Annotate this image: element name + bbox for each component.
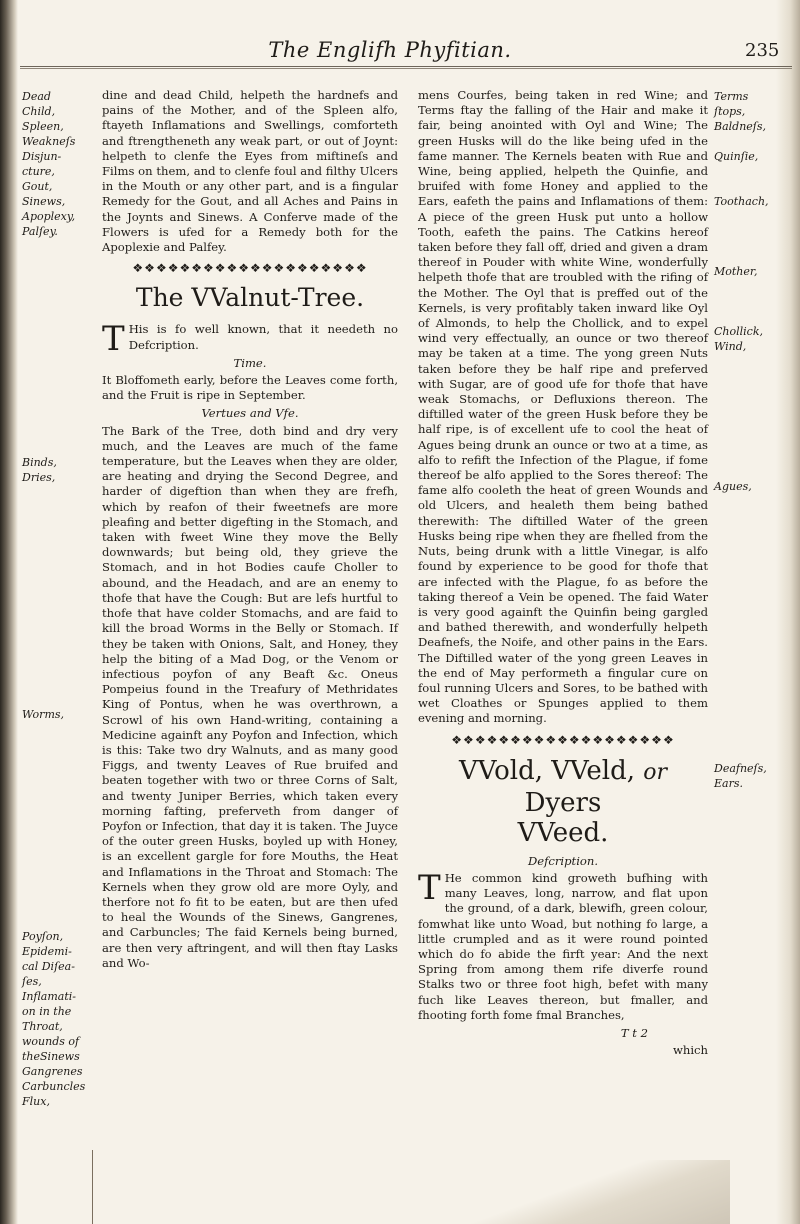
section-title-weld [418,756,708,848]
section-title-part: Dyers [524,787,602,818]
page-edge-shadow [776,0,800,1224]
description-text: His is fo well known, that it needeth no Defcription. [128,322,398,352]
section-title-part: VVold, VVeld, [458,755,636,786]
virtues-paragraph: The Bark of the Tree, doth bind and dry very much, and the Leaves are much of the fame temperature, but the Leaves when they are older, are heating and drying the Second Degree, and harder of digeftion than when they are frefh, which by reafon of their fweetnefs are more pleafing and better digefting in the Stomach, and taken with fweet Wine they move the Belly downwards; but being old, they grieve the Stomach, and in hot Bodies caufe Choller to abound, and the Headach, and are an enemy to thofe that have the Cough: But are lefs hurtful to thofe that have colder Stomachs, and are faid to kill the broad Worms in the Belly or Stomach. If they be taken with Onions, Salt, and Honey, they help the biting of a Mad Dog, or the Venom or infectious poyfon of any Beaft &c. Oneus Pompeius found in the Treafury of Methridates King of Pontus, when he was overthrown, a Scrowl of his own Hand-writing, containing a Medicine againft any Poyfon and Infection, which is this: Take two dry Walnuts, and as many good Figgs, and twenty Leaves of Rue bruifed and beaten together with two or three Corns of Salt, and twenty Juniper Berries, which taken every morning fafting, preferveth from danger of Poyfon or Infection, that day it is taken. The Juyce of the outer green Husks, boyled up with Honey, is an excellent gargle for fore Mouths, the Heat and Inflamations in the Throat and Stomach: The Kernels when they grow old are more Oyly, and therfore not fo fit to be eaten, but are then ufed to heal the Wounds of the Sinews, Gangrenes, and Carbuncles; The faid Kernels being burned, are then very aftringent, and will then ftay Lasks and Wo- [102,423,398,970]
right-column [418,88,708,1058]
description-paragraph [102,319,398,360]
running-head: The Englifh Phyfitian. [268,38,512,62]
ink-mark [92,1150,93,1224]
body-paragraph: dine and dead Child, helpeth the hardnefs and pains of the Mother, and of the Spleen alfo, ftayeth Inflamations and Swellings, comforteth and ftrengtheneth any weak part, or out of Joynt: helpeth to clenfe the Eyes from miftineſs and Films on them, and to clenfe foul and filthy Ulcers in the Mouth or any other part, and is a fingular Remedy for the Gout, and all Aches and Pains in the Joynts and Sinews. A Conferve made of the Flowers is ufed for a Remedy both for the Apoplexie and Palfey. [102,88,398,255]
ornament-rule: ❖❖❖❖❖❖❖❖❖❖❖❖❖❖❖❖❖❖❖ [451,732,675,747]
margin-note: theSinews [22,1050,80,1063]
ornament-rule: ❖❖❖❖❖❖❖❖❖❖❖❖❖❖❖❖❖❖❖❖ [132,261,368,276]
margin-note: cture, [22,165,55,178]
left-column [102,88,398,974]
section-title-connector: or [643,759,668,785]
margin-note: Dries, [22,471,56,484]
margin-note: Poyſon, [22,930,64,943]
margin-note: Palſey. [22,225,58,238]
margin-note: Epidemi- [22,945,72,958]
margin-note: Apoplexy, [22,210,76,223]
margin-note: Spleen, [22,120,64,133]
margin-note: Ears. [714,777,743,790]
margin-note: Chollick, [714,325,764,338]
margin-note: ſtops, [714,105,746,118]
margin-note: Sinews, [22,195,66,208]
margin-note: cal Diſea- [22,960,75,973]
margin-note: Terms [714,90,749,103]
description-heading: Defcription. [527,853,599,868]
drop-cap: T [102,319,125,360]
page-gutter-shadow [0,0,18,1224]
margin-note: Worms, [22,708,65,721]
signature-mark: T t 2 [620,1025,648,1040]
margin-note: Agues, [714,480,752,493]
margin-note: Quinſie, [714,150,759,163]
margin-note: Baldneſs, [714,120,767,133]
margin-note: Wind, [714,340,747,353]
margin-note: Mother, [714,265,758,278]
margin-note: ſes, [22,975,42,988]
description-paragraph [418,867,708,1023]
margin-note: Child, [22,105,56,118]
margin-note: Gangrenes [22,1065,83,1078]
margin-note: Flux, [22,1095,50,1108]
margin-note: Gout, [22,180,53,193]
margin-note: Inflamati- [22,990,76,1003]
margin-note: Weakneſs [22,135,76,148]
catchword: which [672,1043,708,1058]
margin-note: Deafneſs, [714,762,767,775]
margin-note: Carbuncles [22,1080,86,1093]
drop-cap: T [418,867,441,908]
header-rule-secondary [20,68,792,69]
section-title-part: VVeed. [517,817,609,848]
section-title-walnut: The VValnut-Tree. [135,283,365,313]
margin-note: wounds of [22,1035,80,1048]
time-paragraph: It Bloffometh early, before the Leaves come forth, and the Fruit is ripe in September. [102,373,398,403]
page-number: 235 [745,40,780,61]
margin-note: Binds, [22,456,57,469]
margin-note: on in the [22,1005,72,1018]
margin-note: Toothach, [714,195,769,208]
virtues-heading: Vertues and Vfe. [201,406,299,421]
margin-note: Disjun- [22,150,62,163]
time-heading: Time. [233,355,267,370]
description-text: He common kind groweth bufhing with many Leaves, long, narrow, and flat upon the ground, of a dark, blewifh, green colour, fomwhat like unto Woad, but nothing fo large, a little crumpled and as it were round pointed which do fo abide the firft year: And the next Spring from among them rife diverfe round Stalks two or three foot high, befet with many fuch like Leaves thereon, but fmaller, and fhooting forth fome fmal Branches, [418,870,708,1022]
margin-note: Dead [22,90,51,103]
header-rule [20,66,792,67]
body-paragraph: mens Courfes, being taken in red Wine; and Terms ftay the falling of the Hair and make it fair, being anointed with Oyl and Wine; The green Husks will do the like being ufed in the fame manner. The Kernels beaten with Rue and Wine, being applied, helpeth the Quinfie, and bruifed with fome Honey and applied to the Ears, eafeth the pains and Inflamations of them: A piece of the green Husk put unto a hollow Tooth, eafeth the pains. The Catkins hereof taken before they fall off, dried and given a dram thereof in Pouder with white Wine, wonderfully helpeth thofe that are troubled with the rifing of the Mother. The Oyl that is preffed out of the Kernels, is very profitably taken inward like Oyl of Almonds, to help the Chollick, and to expel wind very effectually, an ounce or two thereof may be taken at a time. The yong green Nuts taken before they be half ripe and preferved with Sugar, are of good ufe for thofe that have weak Stomachs, or Defluxions thereon. The diftilled water of the green Husk before they be half ripe, is of excellent ufe to cool the heat of Agues being drunk an ounce or two at a time, as alfo to refift the Infection of the Plague, if fome thereof be alfo applied to the Sores thereof: The fame alfo cooleth the heat of green Wounds and old Ulcers, and healeth them being bathed therewith: The diftilled Water of the green Husks being ripe when they are fhelled from the Nuts, being drunk with a little Vinegar, is alfo found by experience to be good for thofe that are infected with the Plague, fo as before the taking thereof a Vein be opened. The faid Water is very good againft the Quinfin being gargled and bathed therewith, and wonderfully helpeth Deafnefs, the Noife, and other pains in the Ears. The Diftilled water of the yong green Leaves in the end of May performeth a fingular cure on foul running Ulcers and Sores, to be bathed with wet Cloathes or Spunges applied to them evening and morning. [418,88,708,726]
margin-note: Throat, [22,1020,63,1033]
page-fold-shadow [470,1160,730,1224]
